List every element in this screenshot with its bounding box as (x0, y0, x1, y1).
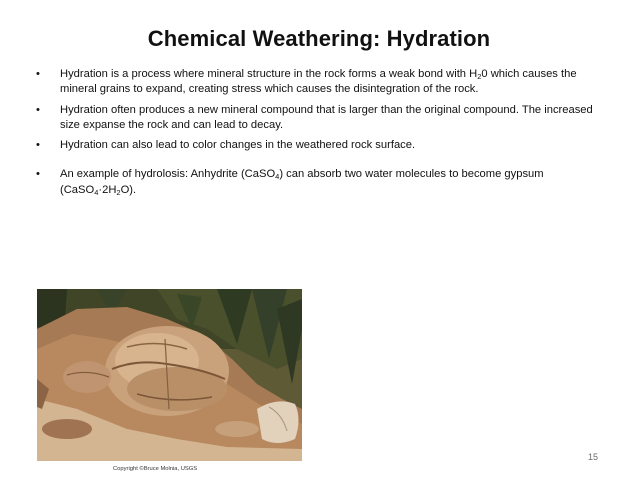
subscript: 2 (116, 187, 121, 197)
page-number: 15 (587, 452, 598, 462)
weathered-rock-photo (37, 289, 302, 461)
photo-credit: Copyright ©Bruce Molnia, USGS (113, 466, 198, 472)
bullet-item-new-compound (36, 103, 596, 134)
bullet-item-anhydrite-example (36, 167, 596, 198)
bullet-text: Hydration often produces a new mineral compound that is larger than the original compound. The increased size expanse the rock and can lead to decay. (60, 103, 593, 131)
bullet-text: An example of hydrolosis: Anhydrite (CaSO (60, 168, 276, 181)
subscript: 4 (94, 187, 99, 197)
bullet-marker: • (36, 168, 40, 181)
bullet-list (36, 67, 596, 203)
subscript: 4 (275, 172, 280, 182)
bullet-text: Hydration is a process where mineral structure in the rock forms a weak bond with H (60, 68, 478, 80)
bullet-marker: • (36, 103, 40, 116)
bullet-item-color-changes (36, 138, 596, 153)
bullet-text: O). (120, 183, 137, 196)
bullet-item-hydration-definition (36, 67, 596, 98)
bullet-marker: • (36, 68, 40, 80)
slide-title: Chemical Weathering: Hydration (147, 26, 491, 51)
bullet-marker: • (36, 139, 40, 152)
subscript: 2 (477, 72, 482, 81)
bullet-text: Hydration can also lead to color changes in the weathered rock surface. (60, 139, 416, 152)
bullet-text: ·2H (98, 183, 117, 196)
bullet-text: 0 which causes the mineral grains to expand, creating stress which causes the disintegration of the rock. (60, 68, 577, 96)
bullet-text: ) can absorb two water molecules to become gypsum (CaSO (60, 168, 544, 196)
